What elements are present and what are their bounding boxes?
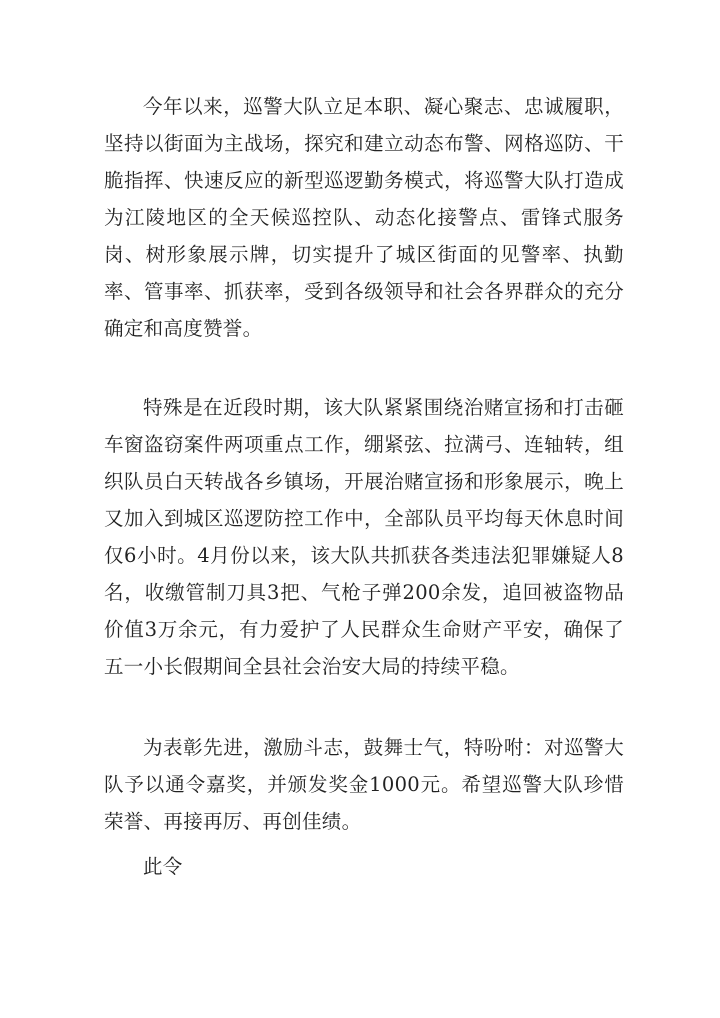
paragraph-commendation: 为表彰先进，激励斗志，鼓舞士气，特吩咐：对巡警大队予以通令嘉奖，并颁发奖金1000元。希望巡警大队珍惜荣誉、再接再厉、再创佳绩。: [104, 736, 624, 833]
paragraph-order-closing: 此令: [143, 855, 183, 878]
paragraph-work-summary: 今年以来，巡警大队立足本职、凝心聚志、忠诚履职，坚持以街面为主战场，探究和建立动态布警、网格巡防、干脆指挥、快速反应的新型巡逻勤务模式，将巡警大队打造成为江陵地区的全天候巡控队、动态化接警点、雷锋式服务岗、树形象展示牌，切实提升了城区街面的见警率、执勤率、管事率、抓获率，受到各级领导和社会各界群众的充分确定和高度赞誉。: [104, 95, 624, 340]
paragraph-recent-achievements: 特殊是在近段时期，该大队紧紧围绕治赌宣扬和打击砸车窗盗窃案件两项重点工作，绷紧弦、拉满弓、连轴转，组织队员白天转战各乡镇场，开展治赌宣扬和形象展示，晚上又加入到城区巡逻防控工作中，全部队员平均每天休息时间仅6小时。4月份以来，该大队共抓获各类违法犯罪嫌疑人8名，收缴管制刀具3把、气枪子弹200余发，追回被盗物品价值3万余元，有力爱护了人民群众生命财产平安，确保了五一小长假期间全县社会治安大局的持续平稳。: [104, 396, 624, 678]
